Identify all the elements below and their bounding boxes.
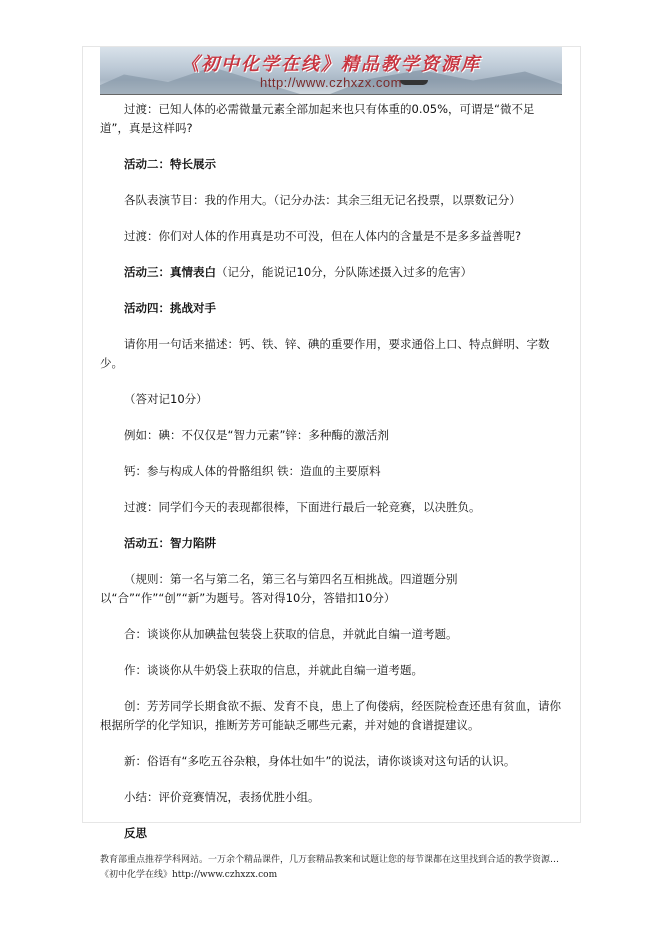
- paragraph: 新：俗语有“多吃五谷杂粮，身体壮如牛”的说法，请你谈谈对这句话的认识。: [124, 754, 516, 768]
- activity-heading: 活动四：挑战对手: [124, 301, 216, 315]
- activity-heading: 活动二：特长展示: [124, 157, 216, 171]
- paragraph: 过渡：已知人体的必需微量元素全部加起来也只有体重的0.05%，可谓是“微不足道”，真是这样吗?: [100, 102, 535, 135]
- banner-url[interactable]: http://www.czhxzx.com: [260, 75, 402, 90]
- paragraph: 合：谈谈你从加碘盐包装袋上获取的信息，并就此自编一道考题。: [124, 627, 458, 641]
- paragraph: （答对记10分）: [124, 392, 208, 406]
- paragraph: 请你用一句话来描述：钙、铁、锌、碘的重要作用，要求通俗上口、特点鲜明、字数少。: [100, 337, 550, 370]
- paragraph: 创：芳芳同学长期食欲不振、发育不良，患上了佝偻病，经医院检查还患有贫血，请你根据所学的化学知识，推断芳芳可能缺乏哪些元素，并对她的食谱提建议。: [100, 699, 561, 732]
- document-body: [100, 100, 562, 843]
- paragraph: 各队表演节目：我的作用大。（记分办法：其余三组无记名投票，以票数记分）: [124, 193, 521, 207]
- banner-title: 《初中化学在线》精品教学资源库: [181, 54, 481, 75]
- activity-heading-label: 活动三：真情表白: [124, 265, 216, 279]
- paragraph: 作：谈谈你从牛奶袋上获取的信息，并就此自编一道考题。: [124, 663, 423, 677]
- header-divider: [100, 94, 562, 95]
- activity-heading: [100, 263, 562, 282]
- paragraph: 过渡：你们对人体的作用真是功不可没，但在人体内的含量是不是多多益善呢?: [124, 229, 522, 243]
- activity-heading-note: （记分，能说记10分，分队陈述摄入过多的危害）: [216, 265, 473, 279]
- activity-heading: 活动五：智力陷阱: [124, 536, 216, 550]
- header-banner: [100, 47, 562, 94]
- footer-text: 教育部重点推荐学科网站。一万余个精品课件，几万套精品教案和试题让您的每节课都在这里找到合适的教学资源…《初中化学在线》http://www.czhxzx.com: [100, 855, 560, 880]
- paragraph: 小结：评价竞赛情况，表扬优胜小组。: [124, 790, 320, 804]
- paragraph: 过渡：同学们今天的表现都很棒，下面进行最后一轮竞赛，以决胜负。: [124, 500, 481, 514]
- paragraph: 例如：碘：不仅仅是“智力元素”锌：多种酶的激活剂: [124, 428, 389, 442]
- reflection-heading: 反思: [124, 826, 147, 840]
- paragraph: 钙：参与构成人体的骨骼组织 铁：造血的主要原料: [124, 464, 381, 478]
- paragraph: （规则：第一名与第二名，第三名与第四名互相挑战。四道题分别以“合”“作”“创”“新”为题号。答对得10分，答错扣10分）: [100, 572, 458, 605]
